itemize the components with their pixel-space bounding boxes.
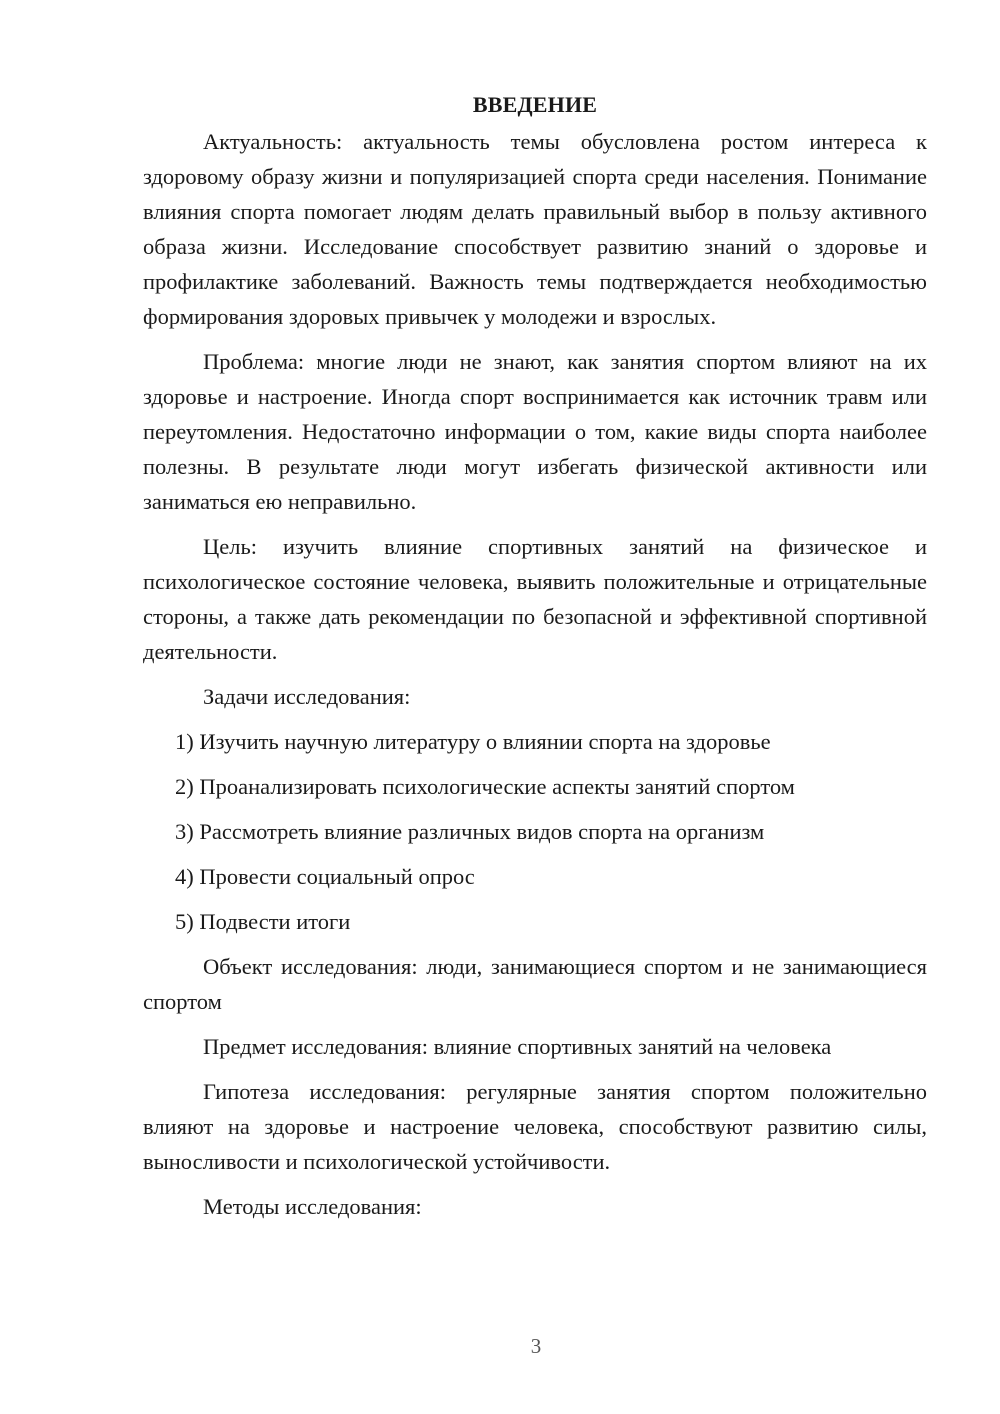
- list-item: 2) Проанализировать психологические аспекты занятий спортом: [175, 774, 795, 799]
- list-item: 5) Подвести итоги: [175, 909, 351, 934]
- relevance-paragraph: Актуальность: актуальность темы обусловлена ростом интереса к здоровому образу жизни и популяризацией спорта среди населения. Понимание влияния спорта помогает людям делать правильный выбор в пользу активного образа жизни. Исследование способствует развитию знаний о здоровье и профилактике заболеваний. Важность темы подтверждается необходимостью формирования здоровых привычек у молодежи и взрослых.: [143, 129, 927, 329]
- methods-heading: Методы исследования:: [203, 1194, 422, 1219]
- list-item: 4) Провести социальный опрос: [175, 864, 475, 889]
- subject-paragraph: Предмет исследования: влияние спортивных занятий на человека: [203, 1034, 832, 1059]
- hypothesis-paragraph: Гипотеза исследования: регулярные занятия спортом положительно влияют на здоровье и настроение человека, способствуют развитию силы, выносливости и психологической устойчивости.: [143, 1079, 927, 1174]
- tasks-heading: Задачи исследования:: [203, 684, 411, 709]
- list-item: 1) Изучить научную литературу о влиянии спорта на здоровье: [175, 729, 771, 754]
- list-item: 3) Рассмотреть влияние различных видов спорта на организм: [175, 819, 765, 844]
- page-number: 3: [530, 1334, 542, 1358]
- section-title: ВВЕДЕНИЕ: [472, 92, 598, 117]
- document-page: [143, 90, 927, 1234]
- object-paragraph: Объект исследования: люди, занимающиеся спортом и не занимающиеся спортом: [143, 954, 927, 1014]
- goal-paragraph: Цель: изучить влияние спортивных занятий на физическое и психологическое состояние человека, выявить положительные и отрицательные стороны, а также дать рекомендации по безопасной и эффективной спортивной деятельности.: [143, 534, 927, 664]
- tasks-list: [143, 724, 927, 939]
- problem-paragraph: Проблема: многие люди не знают, как занятия спортом влияют на их здоровье и настроение. Иногда спорт воспринимается как источник травм или переутомления. Недостаточно информации о том, какие виды спорта наиболее полезны. В результате люди могут избегать физической активности или заниматься ею неправильно.: [143, 349, 927, 514]
